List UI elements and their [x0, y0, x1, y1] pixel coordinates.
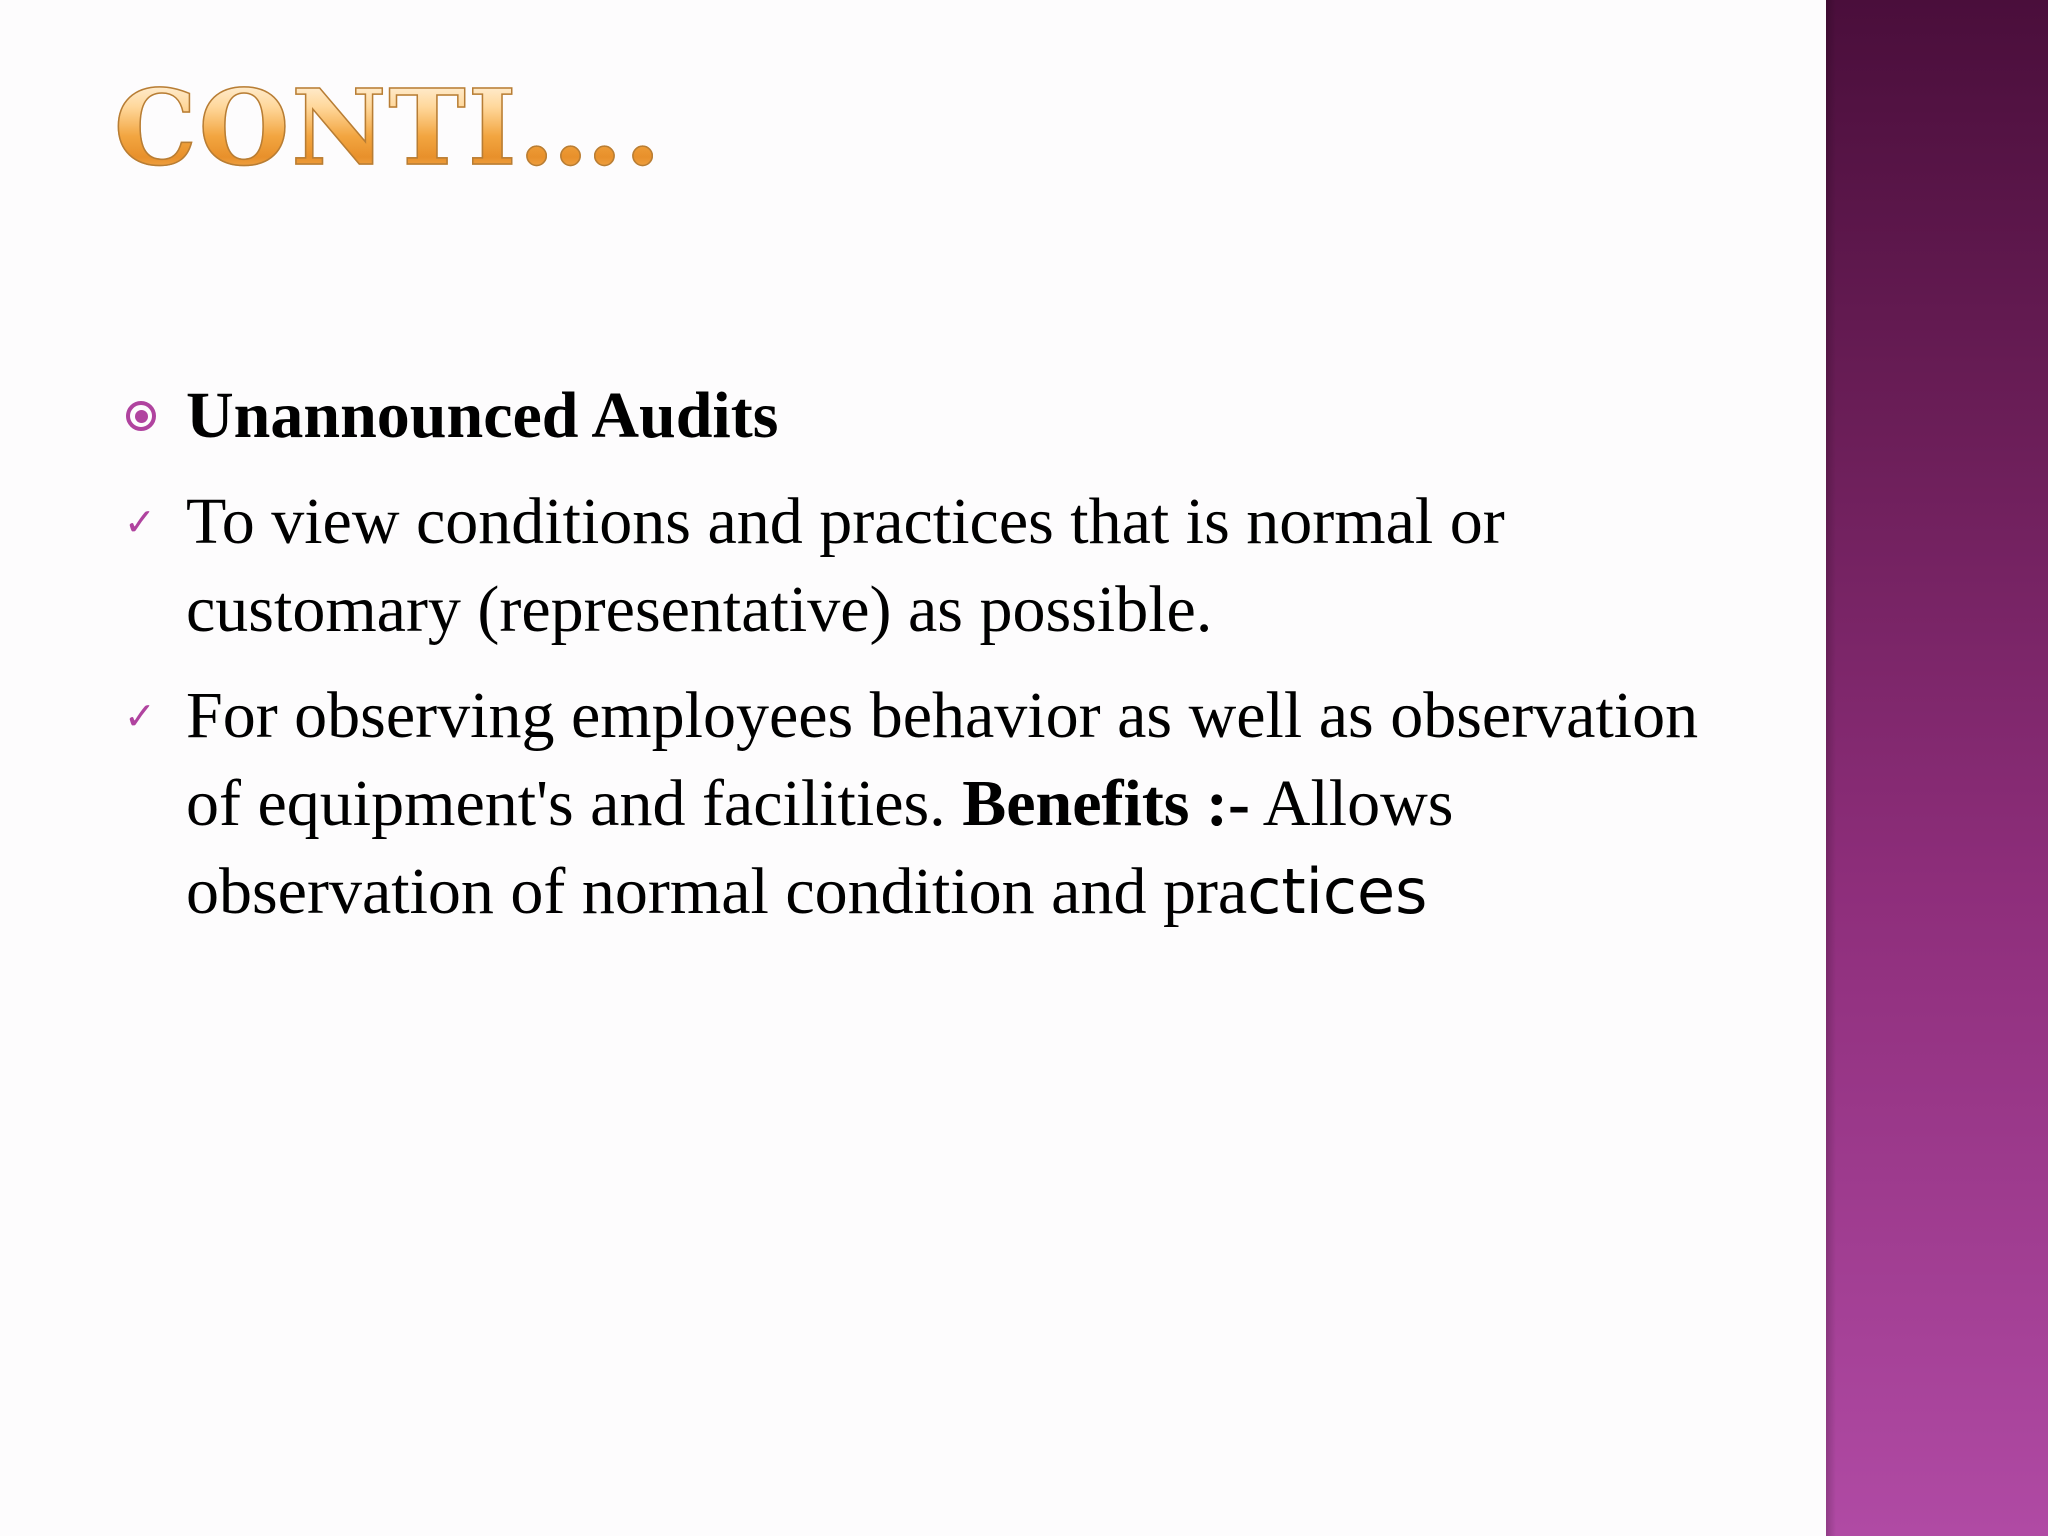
checkmark-icon: ✓	[124, 694, 156, 738]
decorative-side-band	[1826, 0, 2048, 1536]
bullet-marker	[118, 672, 186, 760]
slide-title: CONTI….	[114, 66, 663, 189]
benefits-text-tail: ctices	[1247, 855, 1428, 928]
radio-bullet-icon	[126, 401, 156, 431]
checkmark-icon: ✓	[124, 500, 156, 544]
bullet-marker	[118, 478, 186, 566]
bullet-list	[118, 372, 1718, 936]
purpose-text: To view conditions and practices that is normal or customary (representative) as possible.	[186, 485, 1505, 646]
bullet-item-observation	[118, 672, 1718, 936]
benefits-label: Benefits :-	[962, 767, 1250, 840]
bullet-item-purpose	[118, 478, 1718, 654]
benefits-text: Allows observation of normal condition and pra	[186, 767, 1454, 928]
observation-text: For observing employees behavior as well as observation of equipment's and facilities.	[186, 679, 1699, 840]
heading-text: Unannounced Audits	[186, 379, 779, 452]
bullet-item-heading	[118, 372, 1718, 460]
bullet-marker	[118, 372, 186, 460]
